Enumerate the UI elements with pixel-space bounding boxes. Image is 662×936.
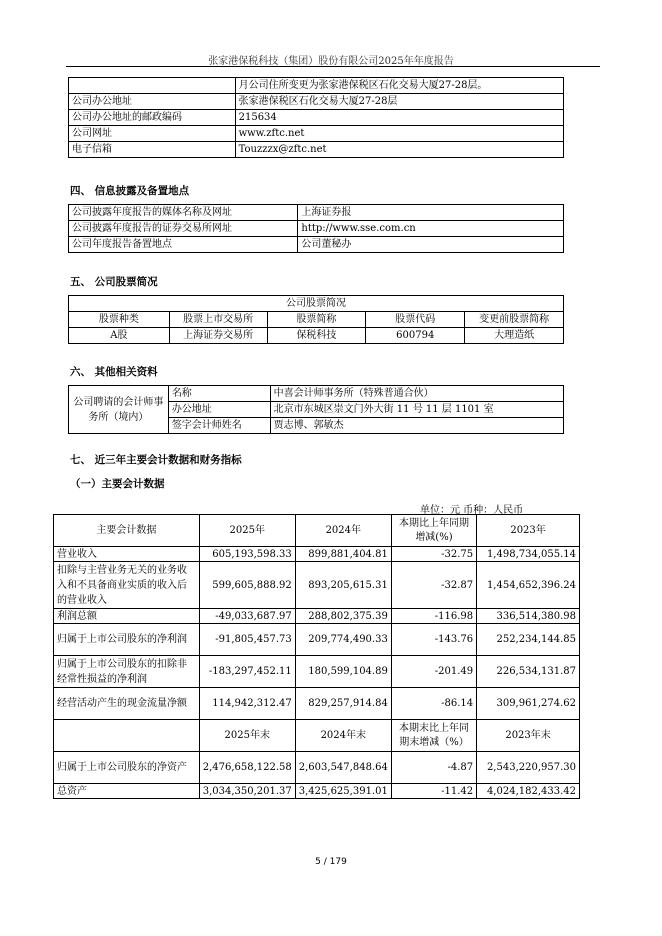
office-value: www.zftc.net [235,126,563,142]
page-number: 5 / 179 [315,857,347,867]
disclosure-value: 上海证券报 [298,205,564,221]
fin-cell: -11.42 [391,784,476,799]
disclosure-label: 公司披露年度报告的媒体名称及网址 [69,205,298,221]
fin-cell: -143.76 [391,624,476,656]
fin-cell: 599,605,888.92 [199,562,295,609]
stock-cell: 大理造纸 [465,328,564,344]
fin-cell: 605,193,598.33 [199,547,295,562]
fin-header: 本期比上年同期增减(%) [391,515,476,547]
fin-header: 2024年末 [295,720,391,752]
fin-cell: 2,476,658,122.58 [199,752,295,784]
fin-cell: -32.75 [391,547,476,562]
fin-cell: -4.87 [391,752,476,784]
fin-cell: -91,805,457.73 [199,624,295,656]
fin-cell: 2,603,547,848.64 [295,752,391,784]
fin-header: 主要会计数据 [54,515,200,547]
stock-header: 变更前股票简称 [465,312,564,328]
disclosure-value: http://www.sse.com.cn [298,221,564,237]
auditor-value: 北京市东城区崇文门外大街 11 号 11 层 1101 室 [270,402,563,418]
fin-row-label: 扣除与主营业务无关的业务收入和不具备商业实质的收入后的营业收入 [54,562,200,609]
fin-cell: 114,942,312.47 [199,688,295,720]
auditor-value: 贾志博、郭敏杰 [270,418,563,434]
fin-cell: 209,774,490.33 [295,624,391,656]
fin-cell: -183,297,452.11 [199,656,295,688]
office-label: 公司网址 [69,126,236,142]
office-table [68,77,564,158]
fin-row-label: 归属于上市公司股东的净资产 [54,752,200,784]
fin-header: 2025年末 [199,720,295,752]
change-note: 月公司住所变更为张家港保税区石化交易大厦27-28层。 [235,78,563,94]
fin-cell: 899,881,404.81 [295,547,391,562]
fin-cell: 1,454,652,396.24 [477,562,580,609]
fin-row-label: 利润总额 [54,609,200,624]
section5-title: 五、 公司股票简况 [70,276,158,288]
fin-header: 本期末比上年同期末增减（%） [391,720,476,752]
auditor-group-label: 公司聘请的会计师事务所（境内） [69,386,169,434]
fin-header: 2023年末 [477,720,580,752]
fin-header: 2023年 [477,515,580,547]
fin-cell: 288,802,375.39 [295,609,391,624]
fin-cell: 226,534,131.87 [477,656,580,688]
stock-header: 股票种类 [69,312,170,328]
disclosure-value: 公司董秘办 [298,237,564,253]
stock-header: 股票代码 [366,312,465,328]
fin-cell: -32.87 [391,562,476,609]
report-header: 张家港保税科技（集团）股份有限公司2025年年度报告 [208,56,454,67]
fin-cell: 2,543,220,957.30 [477,752,580,784]
fin-cell: 336,514,380.98 [477,609,580,624]
stock-cell: A股 [69,328,170,344]
fin-header [54,720,200,752]
stock-header: 股票简称 [267,312,366,328]
section4-title: 四、 信息披露及备置地点 [70,185,190,197]
fin-header: 2025年 [199,515,295,547]
fin-cell: -116.98 [391,609,476,624]
fin-row-label: 营业收入 [54,547,200,562]
auditor-label: 签字会计师姓名 [168,418,270,434]
fin-cell: 252,234,144.85 [477,624,580,656]
stock-cell: 保税科技 [267,328,366,344]
fin-cell: 309,961,274.62 [477,688,580,720]
fin-cell: 829,257,914.84 [295,688,391,720]
fin-header: 2024年 [295,515,391,547]
stock-table [68,295,564,344]
fin-row-label: 归属于上市公司股东的扣除非经常性损益的净利润 [54,656,200,688]
office-label: 公司办公地址 [69,94,236,110]
disclosure-label: 公司披露年度报告的证券交易所网址 [69,221,298,237]
auditor-value: 中喜会计师事务所（特殊普通合伙） [270,386,563,402]
fin-row-label: 总资产 [54,784,200,799]
stock-header: 股票上市交易所 [169,312,267,328]
fin-cell: -201.49 [391,656,476,688]
section7-subtitle: （一）主要会计数据 [70,478,165,490]
section6-title: 六、 其他相关资料 [70,366,158,378]
fin-cell: 893,205,615.31 [295,562,391,609]
disclosure-table [68,204,564,253]
office-value: 215634 [235,110,563,126]
auditor-label: 名称 [168,386,270,402]
stock-cell: 600794 [366,328,465,344]
unit-note: 单位：元 币种：人民币 [420,505,524,516]
office-label: 电子信箱 [69,142,236,158]
fin-cell: 4,024,182,433.42 [477,784,580,799]
office-value: 张家港保税区石化交易大厦27-28层 [235,94,563,110]
fin-cell: -86.14 [391,688,476,720]
auditor-table [68,385,564,434]
fin-cell: 3,034,350,201.37 [199,784,295,799]
financial-table [53,514,580,799]
section7-title: 七、 近三年主要会计数据和财务指标 [70,454,242,466]
stock-cell: 上海证券交易所 [169,328,267,344]
header-divider [66,66,600,67]
fin-cell: -49,033,687.97 [199,609,295,624]
disclosure-label: 公司年度报告备置地点 [69,237,298,253]
fin-row-label: 经营活动产生的现金流量净额 [54,688,200,720]
stock-table-title: 公司股票简况 [69,296,564,312]
auditor-label: 办公地址 [168,402,270,418]
fin-cell: 3,425,625,391.01 [295,784,391,799]
office-value: Touzzzx@zftc.net [235,142,563,158]
fin-cell: 1,498,734,055.14 [477,547,580,562]
fin-row-label: 归属于上市公司股东的净利润 [54,624,200,656]
office-label: 公司办公地址的邮政编码 [69,110,236,126]
fin-cell: 180,599,104.89 [295,656,391,688]
